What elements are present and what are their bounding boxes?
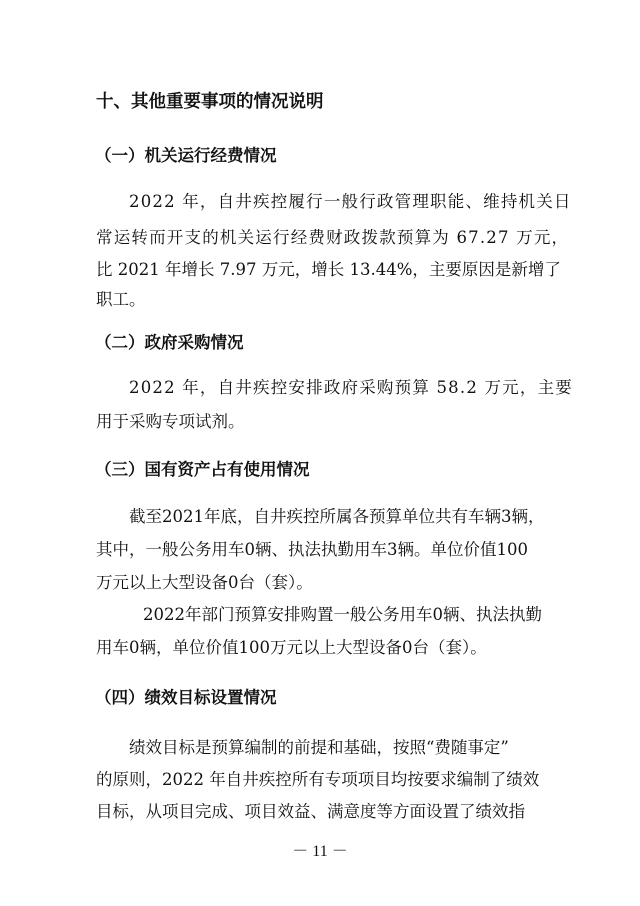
section-title-procurement: （二）政府采购情况: [95, 333, 244, 352]
paragraph-line: 用于采购专项试剂。: [96, 412, 245, 431]
paragraph-line: 的原则，2022 年自井疾控所有专项项目均按要求编制了绩效: [96, 770, 540, 789]
page-number: － 11 －: [292, 843, 348, 860]
section-title-performance-targets: （四）绩效目标设置情况: [95, 688, 277, 707]
paragraph-line: 万元以上大型设备0台（套）。: [96, 573, 313, 592]
paragraph-line: 截至2021年底，自井疾控所属各预算单位共有车辆3辆，: [129, 507, 545, 526]
paragraph-line: 2022 年，自井疾控履行一般行政管理职能、维持机关日: [129, 192, 572, 211]
section-title-operating-expenses: （一）机关运行经费情况: [95, 146, 277, 165]
paragraph-line: 2022年部门预算安排购置一般公务用车0辆、执法执勤: [143, 605, 542, 624]
paragraph-line: 比 2021 年增长 7.97 万元，增长 13.44%，主要原因是新增了: [96, 260, 561, 279]
paragraph-line: 其中，一般公务用车0辆、执法执勤用车3辆。单位价值100: [96, 540, 528, 559]
paragraph-line: 2022 年，自井疾控安排政府采购预算 58.2 万元，主要: [129, 378, 573, 397]
paragraph-line: 用车0辆，单位价值100万元以上大型设备0台（套）。: [96, 638, 487, 657]
paragraph-line: 绩效目标是预算编制的前提和基础，按照“费随事定”: [129, 738, 509, 757]
paragraph-line: 常运转而开支的机关运行经费财政拨款预算为 67.27 万元，: [96, 228, 570, 247]
main-heading: 十、其他重要事项的情况说明: [96, 92, 324, 112]
paragraph-line: 目标，从项目完成、项目效益、满意度等方面设置了绩效指: [96, 802, 525, 821]
section-title-state-assets: （三）国有资产占有使用情况: [95, 460, 310, 479]
paragraph-line: 职工。: [96, 290, 146, 309]
